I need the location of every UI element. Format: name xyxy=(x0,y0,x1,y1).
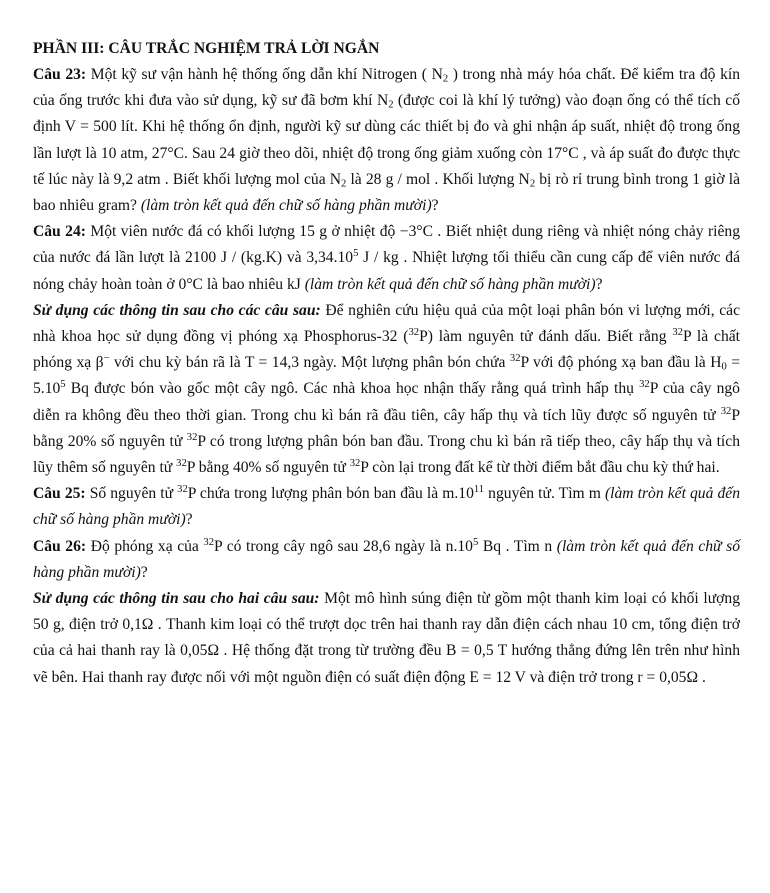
question-label: Câu 26: xyxy=(33,537,87,555)
question-25: Câu 25: Số nguyên tử $^{32}$P chứa trong lượng phân bón ban đầu là $m.10^{11}$ nguyên tử. Tìm m (làm tròn kết quả đến chữ số hàng phần mười)? xyxy=(33,484,740,529)
rounding-note: (làm tròn kết quả đến chữ số hàng phần mười) xyxy=(304,275,596,293)
question-label: Câu 24: xyxy=(33,223,86,241)
question-23: Câu 23: Một kỹ sư vận hành hệ thống ống dẫn khí Nitrogen ( $N_2$ ) trong nhà máy hóa chất. Để kiểm tra độ kín của ống trước khi đưa vào sử dụng, kỹ sư đã bơm khí $N_2$ (được coi là khí lý tưởng) vào đoạn ống có thể tích cố định V = 500 lít. Khi hệ thống ổn định, người kỹ sư dùng các thiết bị đo và ghi nhận áp suất, nhiệt độ trong ống lần lượt là 10 atm, 27°C. Sau 24 giờ theo dõi, nhiệt độ trong ống giảm xuống còn 17°C , và áp suất đo được thực tế lúc này là 9,2 atm . Biết khối lượng mol của $N_2$ là 28 g / mol . Khối lượng $N_2$ bị rò rỉ trung bình trong 1 giờ là bao nhiêu gram? (làm tròn kết quả đến chữ số hàng phần mười)? xyxy=(33,66,741,215)
section-title: PHẦN III: CÂU TRẮC NGHIỆM TRẢ LỜI NGẮN xyxy=(33,40,380,57)
question-26: Câu 26: Độ phóng xạ của $^{32}$P có trong cây ngô sau 28,6 ngày là $n.10^5$ Bq . Tìm n (làm tròn kết quả đến chữ số hàng phần mười)? xyxy=(33,536,741,581)
shared-info-railgun: Sử dụng các thông tin sau cho hai câu sau: Một mô hình súng điện từ gồm một thanh kim loại có khối lượng 50 g, điện trở 0,1Ω . Thanh kim loại có thể trượt dọc trên hai thanh ray dẫn điện cách nhau 10 cm, tổng điện trở của cả hai thanh ray là 0,05Ω . Hệ thống đặt trong từ trường đều B = 0,5 T hướng thẳng đứng lên trên như hình vẽ bên. Hai thanh ray được nối với một nguồn điện có suất điện động E = 12 V và điện trở trong r = 0,05Ω . xyxy=(33,590,740,686)
rounding-note: (làm tròn kết quả đến chữ số hàng phần mười) xyxy=(33,537,741,581)
question-24: Câu 24: Một viên nước đá có khối lượng 15 g ở nhiệt độ −3°C . Biết nhiệt dung riêng và nhiệt nóng chảy riêng của nước đá lần lượt là 2100 J / (kg.K) và 3,34.10$^5$ J / kg . Nhiệt lượng tối thiểu cần cung cấp để viên nước đá nóng chảy hoàn toàn ở 0°C là bao nhiêu kJ (làm tròn kết quả đến chữ số hàng phần mười)? xyxy=(33,223,740,293)
shared-info-label: Sử dụng các thông tin sau cho các câu sau: xyxy=(33,301,321,319)
shared-info-label: Sử dụng các thông tin sau cho hai câu sau: xyxy=(33,590,320,608)
question-label: Câu 23: xyxy=(33,66,87,83)
question-label: Câu 25: xyxy=(33,485,86,503)
rounding-note: (làm tròn kết quả đến chữ số hàng phần mười) xyxy=(140,197,432,215)
shared-info-phosphorus: Sử dụng các thông tin sau cho các câu sau: Để nghiên cứu hiệu quả của một loại phân bón vi lượng mới, các nhà khoa học sử dụng đồng vị phóng xạ Phosphorus-32 ($^{32}$P) làm nguyên tử đánh dấu. Biết rằng $^{32}$P là chất phóng xạ β− với chu kỳ bán rã là T = 14,3 ngày. Một lượng phân bón chứa $^{32}$P với độ phóng xạ ban đầu là $H_0 = 5.10^5$ Bq được bón vào gốc một cây ngô. Các nhà khoa học nhận thấy rằng quá trình hấp thụ $^{32}$P của cây ngô diễn ra không đều theo thời gian. Trong chu kì bán rã đầu tiên, cây hấp thụ và tích lũy được số nguyên tử $^{32}$P bằng 20% số nguyên tử $^{32}$P có trong lượng phân bón ban đầu. Trong chu kì bán rã tiếp theo, cây hấp thụ và tích lũy thêm số nguyên tử $^{32}$P bằng 40% số nguyên tử $^{32}$P còn lại trong đất kể từ thời điểm bắt đầu chu kỳ thứ hai. xyxy=(33,301,741,477)
rounding-note: (làm tròn kết quả đến chữ số hàng phần mười) xyxy=(33,485,740,529)
